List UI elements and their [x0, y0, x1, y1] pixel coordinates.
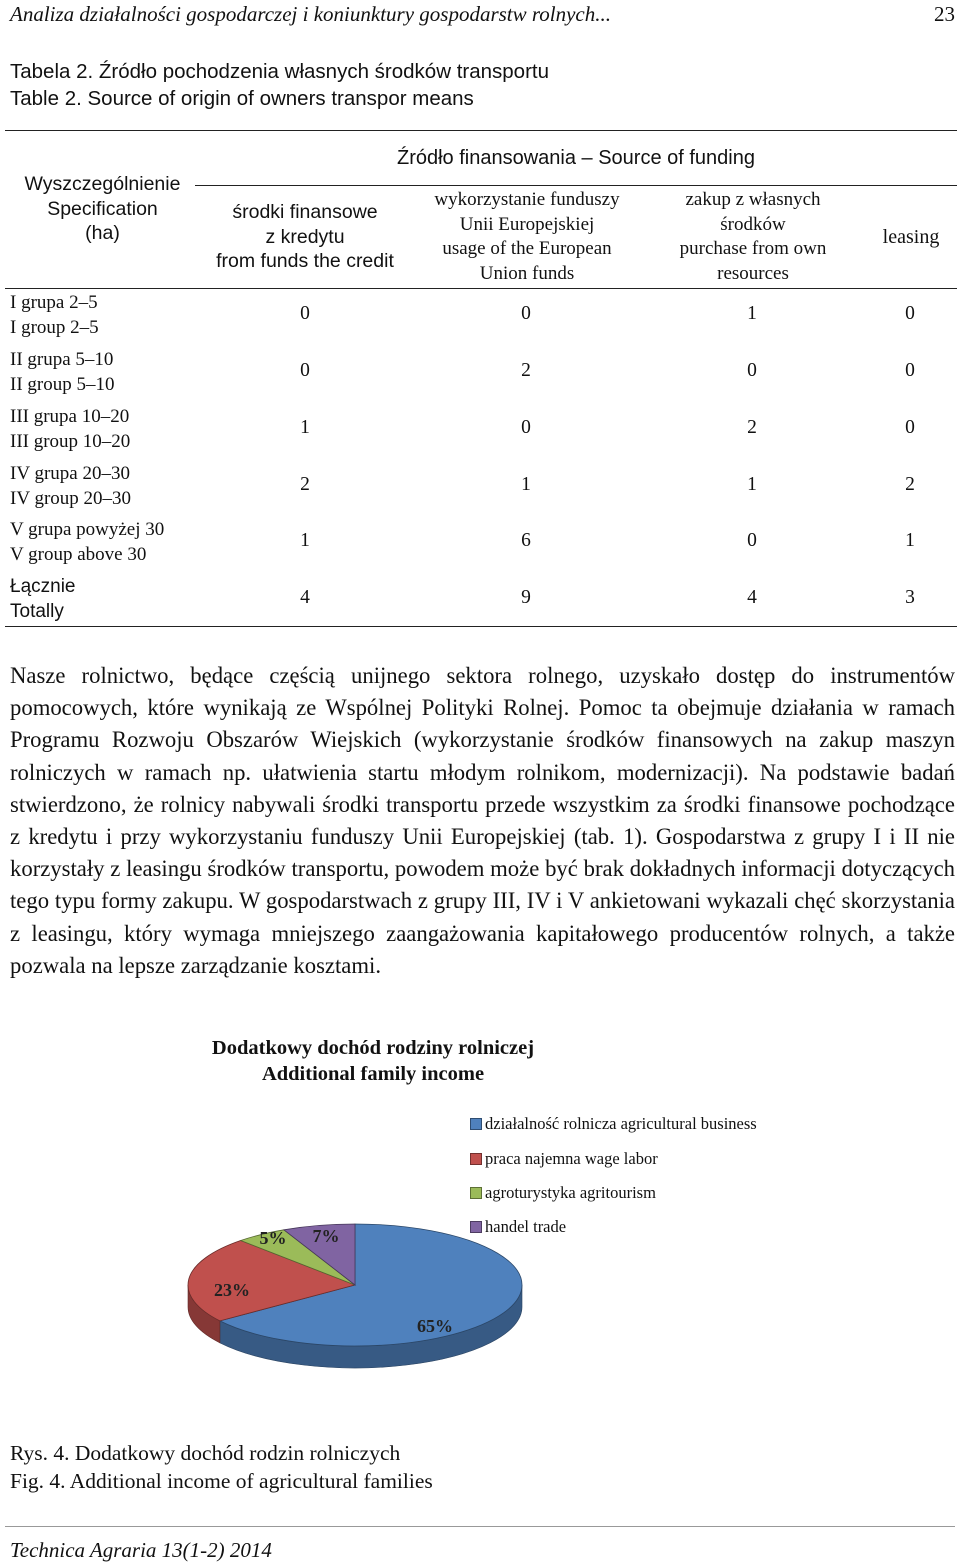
column-header-own-resources [648, 188, 858, 286]
row-label: II grupa 5–10 II group 5–10 [10, 349, 115, 395]
table-cell: 0 [905, 417, 915, 438]
funding-group-header: Źródło finansowania – Source of funding [396, 147, 755, 169]
row-label: Łącznie Totally [10, 576, 76, 622]
legend-label: handel trade [485, 1217, 567, 1236]
table-cell: 1 [300, 417, 310, 438]
table-cell: 0 [521, 303, 531, 324]
table-cell: 1 [521, 474, 531, 495]
table-cell: 0 [747, 360, 757, 381]
row-label: V grupa powyżej 30 V group above 30 [10, 519, 165, 565]
page-number: 23 [934, 2, 955, 26]
table-cell: 1 [747, 303, 757, 324]
spec-header-line: (ha) [85, 222, 120, 244]
column-header-line: purchase from own [679, 238, 827, 259]
column-header-line: wykorzystanie funduszy [434, 189, 620, 210]
pie-chart [170, 1200, 540, 1420]
table-cell: 0 [300, 303, 310, 324]
table-cell: 0 [300, 360, 310, 381]
legend-label: działalność rolnicza agricultural business [485, 1114, 757, 1133]
column-header-line: Union funds [479, 262, 575, 284]
running-head-title: Analiza działalności gospodarczej i koniunktury gospodarstw rolnych... [10, 2, 612, 26]
row-label: III grupa 10–20 III group 10–20 [10, 406, 131, 452]
table-cell: 2 [905, 474, 915, 495]
legend-swatch [470, 1118, 482, 1130]
table-cell: 0 [521, 417, 531, 438]
chart-subtitle: Additional family income [261, 1063, 485, 1085]
column-header-line: from funds the credit [216, 250, 394, 272]
table-bottom-rule [5, 626, 957, 627]
legend-label: praca najemna wage labor [485, 1149, 658, 1168]
table-cell: 1 [747, 474, 757, 495]
table-cell: 2 [521, 360, 531, 381]
spec-header-line: Specification [47, 197, 158, 220]
table-header-rule [5, 288, 957, 289]
table-cell: 4 [747, 587, 757, 608]
table-cell: 0 [905, 360, 915, 381]
table-cell: 4 [300, 587, 310, 608]
pie-value-label: 23% [214, 1280, 250, 1300]
pie-value-label: 65% [417, 1316, 453, 1336]
chart-title: Dodatkowy dochód rodziny rolniczej [211, 1037, 535, 1059]
spec-header [10, 172, 195, 246]
table-cell: 0 [747, 530, 757, 551]
legend-label: agroturystyka agritourism [485, 1183, 656, 1202]
table-top-rule [5, 130, 957, 131]
table-cell: 3 [905, 587, 915, 608]
footer-rule [5, 1526, 955, 1527]
column-header-line: resources [717, 262, 789, 284]
pie-value-label: 7% [312, 1226, 340, 1246]
column-header-line: środków [720, 213, 786, 235]
column-header-line: zakup z własnych [685, 189, 821, 210]
legend-swatch [470, 1153, 482, 1165]
column-header-line: usage of the European [442, 238, 612, 259]
table-group-rule [195, 185, 957, 186]
row-label: I grupa 2–5 I group 2–5 [10, 292, 99, 338]
figure-caption-pl: Rys. 4. Dodatkowy dochód rodzin rolniczych [10, 1441, 401, 1465]
spec-header-line: Wyszczególnienie [24, 173, 181, 195]
table-caption-pl: Tabela 2. Źródło pochodzenia własnych środków transportu [10, 60, 549, 83]
table-cell: 1 [300, 530, 310, 551]
body-paragraph: Nasze rolnictwo, będące częścią unijnego sektora rolnego, uzyskało dostęp do instrumentów pomocowych, które wynikają ze Wspólnej Polityki Rolnej. Pomoc ta obejmuje działania w ramach Programu Rozwoju Obszarów Wiejskich (wykorzystanie środków finansowych na zakup maszyn rolniczych w ramach np. ułatwienia startu młodym rolnikom, modernizacji). Na podstawie badań stwierdzono, że rolnicy nabywali środki transportu przede wszystkim za środki finansowe pochodzące z kredytu i przy wykorzystaniu funduszy Unii Europejskiej (tab. 1). Gospodarstwa z grupy I i II nie korzystały z leasingu środków transportu, powodem może być brak dokładnych informacji dotyczących tego typu formy zakupu. W gospodarstwach z grupy III, IV i V ankietowani wykazali chęć skorzystania z leasingu, który wymaga mniejszego zaangażowania kapitałowego producentów rolnych, a także pozwala na lepsze zarządzanie kosztami. [10, 663, 955, 978]
legend-swatch [470, 1187, 482, 1199]
table-cell: 1 [905, 530, 915, 551]
column-header-line: środki finansowe [232, 201, 378, 223]
journal-footer: Technica Agraria 13(1-2) 2014 [10, 1538, 272, 1562]
table-cell: 2 [300, 474, 310, 495]
table-cell: 0 [905, 303, 915, 324]
table-caption-en: Table 2. Source of origin of owners transpor means [10, 87, 474, 110]
running-head [10, 2, 955, 27]
row-label: IV grupa 20–30 IV group 20–30 [10, 463, 132, 509]
figure-caption-en: Fig. 4. Additional income of agricultural families [10, 1469, 433, 1493]
table-cell: 2 [747, 417, 757, 438]
table-cell: 9 [521, 587, 531, 608]
column-header-credit [205, 200, 405, 274]
table-cell: 6 [521, 530, 531, 551]
column-header-line: z kredytu [265, 225, 345, 248]
column-header-eu-funds [412, 188, 642, 286]
column-header-line: Unii Europejskiej [459, 213, 595, 235]
column-header-leasing: leasing [882, 226, 940, 248]
pie-value-label: 5% [259, 1228, 287, 1248]
